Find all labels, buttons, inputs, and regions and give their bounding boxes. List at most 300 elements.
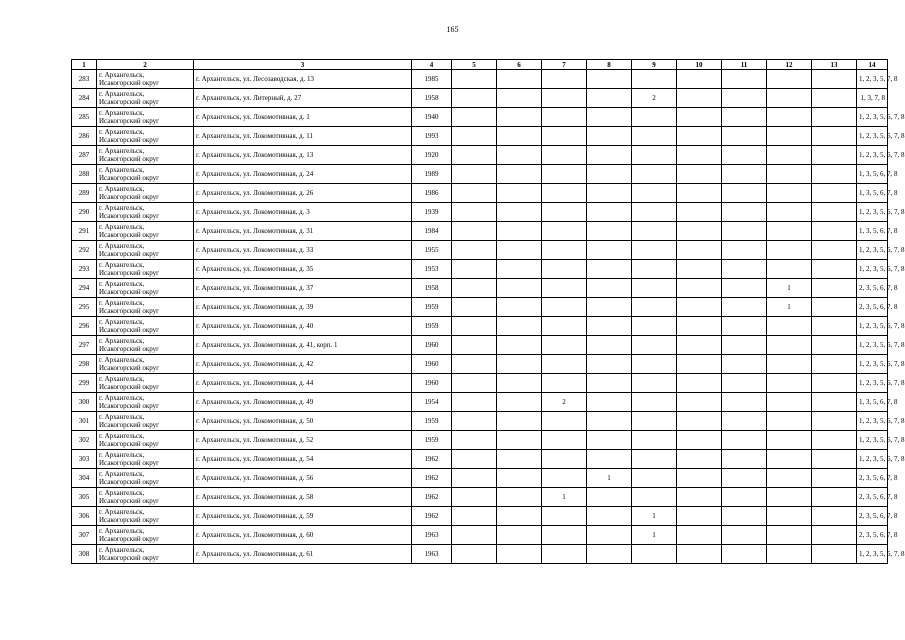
location-district: Исакогорский округ <box>99 516 160 524</box>
measures-cell: 1, 3, 5, 6, 7, 8 <box>857 393 888 412</box>
year-cell: 1962 <box>412 469 452 488</box>
value-cell-12: 1 <box>767 298 812 317</box>
value-cell-13 <box>812 507 857 526</box>
column-header-3: 3 <box>194 60 412 70</box>
value-cell-7 <box>542 317 587 336</box>
address-cell: г. Архангельск, ул. Локомотивная, д. 3 <box>194 203 412 222</box>
row-number-cell: 306 <box>72 507 97 526</box>
address-cell: г. Архангельск, ул. Локомотивная, д. 40 <box>194 317 412 336</box>
measures-cell: 1, 2, 3, 5, 7, 8 <box>857 70 888 89</box>
location-city: г. Архангельск, <box>99 336 145 345</box>
value-cell-10 <box>677 203 722 222</box>
value-cell-11 <box>722 184 767 203</box>
location-cell <box>97 279 194 298</box>
value-cell-6 <box>497 412 542 431</box>
value-cell-6 <box>497 165 542 184</box>
location-cell <box>97 127 194 146</box>
value-cell-12 <box>767 203 812 222</box>
table-row <box>72 127 888 146</box>
value-cell-11 <box>722 165 767 184</box>
measures-cell: 2, 3, 5, 6, 7, 8 <box>857 469 888 488</box>
location-cell <box>97 545 194 564</box>
value-cell-11 <box>722 127 767 146</box>
address-cell: г. Архангельск, ул. Литерный, д. 27 <box>194 89 412 108</box>
column-header-5: 5 <box>452 60 497 70</box>
table-row <box>72 89 888 108</box>
value-cell-5 <box>452 108 497 127</box>
address-cell: г. Архангельск, ул. Локомотивная, д. 59 <box>194 507 412 526</box>
measures-cell: 1, 2, 3, 5, 6, 7, 8 <box>857 241 888 260</box>
location-cell <box>97 222 194 241</box>
location-cell <box>97 336 194 355</box>
value-cell-10 <box>677 507 722 526</box>
row-number-cell: 293 <box>72 260 97 279</box>
address-cell: г. Архангельск, ул. Локомотивная, д. 50 <box>194 412 412 431</box>
location-district: Исакогорский округ <box>99 307 160 315</box>
value-cell-5 <box>452 336 497 355</box>
address-cell: г. Архангельск, ул. Локомотивная, д. 54 <box>194 450 412 469</box>
value-cell-7 <box>542 108 587 127</box>
value-cell-8 <box>587 203 632 222</box>
value-cell-11 <box>722 222 767 241</box>
measures-cell: 2, 3, 5, 6, 7, 8 <box>857 488 888 507</box>
location-district: Исакогорский округ <box>99 98 160 106</box>
value-cell-8 <box>587 89 632 108</box>
value-cell-5 <box>452 469 497 488</box>
value-cell-9 <box>632 70 677 89</box>
value-cell-6 <box>497 488 542 507</box>
measures-cell: 1, 2, 3, 5, 6, 7, 8 <box>857 412 888 431</box>
value-cell-9 <box>632 355 677 374</box>
value-cell-7 <box>542 184 587 203</box>
row-number-cell: 292 <box>72 241 97 260</box>
value-cell-10 <box>677 260 722 279</box>
location-city: г. Архангельск, <box>99 127 145 136</box>
value-cell-9 <box>632 279 677 298</box>
value-cell-12 <box>767 431 812 450</box>
value-cell-5 <box>452 222 497 241</box>
year-cell: 1955 <box>412 241 452 260</box>
value-cell-5 <box>452 393 497 412</box>
value-cell-13 <box>812 184 857 203</box>
value-cell-10 <box>677 545 722 564</box>
value-cell-8 <box>587 279 632 298</box>
value-cell-5 <box>452 146 497 165</box>
row-number-cell: 291 <box>72 222 97 241</box>
table-row <box>72 431 888 450</box>
value-cell-11 <box>722 450 767 469</box>
column-header-9: 9 <box>632 60 677 70</box>
row-number-cell: 308 <box>72 545 97 564</box>
value-cell-6 <box>497 127 542 146</box>
value-cell-13 <box>812 450 857 469</box>
value-cell-9: 1 <box>632 526 677 545</box>
value-cell-5 <box>452 545 497 564</box>
value-cell-12 <box>767 545 812 564</box>
location-cell <box>97 89 194 108</box>
value-cell-12 <box>767 393 812 412</box>
value-cell-6 <box>497 222 542 241</box>
value-cell-10 <box>677 412 722 431</box>
value-cell-11 <box>722 70 767 89</box>
value-cell-9 <box>632 260 677 279</box>
year-cell: 1960 <box>412 374 452 393</box>
address-cell: г. Архангельск, ул. Локомотивная, д. 24 <box>194 165 412 184</box>
measures-cell: 1, 3, 5, 6, 7, 8 <box>857 165 888 184</box>
value-cell-13 <box>812 260 857 279</box>
value-cell-9 <box>632 127 677 146</box>
value-cell-7 <box>542 146 587 165</box>
measures-cell: 1, 2, 3, 5, 6, 7, 8 <box>857 431 888 450</box>
value-cell-9 <box>632 450 677 469</box>
value-cell-7: 1 <box>542 488 587 507</box>
location-city: г. Архангельск, <box>99 431 145 440</box>
value-cell-7 <box>542 89 587 108</box>
value-cell-8 <box>587 146 632 165</box>
value-cell-8 <box>587 298 632 317</box>
address-cell: г. Архангельск, ул. Локомотивная, д. 42 <box>194 355 412 374</box>
value-cell-13 <box>812 412 857 431</box>
value-cell-11 <box>722 488 767 507</box>
address-cell: г. Архангельск, ул. Локомотивная, д. 35 <box>194 260 412 279</box>
table-row <box>72 545 888 564</box>
value-cell-10 <box>677 431 722 450</box>
location-cell <box>97 374 194 393</box>
value-cell-5 <box>452 279 497 298</box>
value-cell-11 <box>722 203 767 222</box>
value-cell-8 <box>587 260 632 279</box>
value-cell-5 <box>452 374 497 393</box>
value-cell-7 <box>542 412 587 431</box>
value-cell-8 <box>587 450 632 469</box>
value-cell-6 <box>497 317 542 336</box>
location-district: Исакогорский округ <box>99 136 160 144</box>
value-cell-6 <box>497 184 542 203</box>
value-cell-10 <box>677 488 722 507</box>
location-district: Исакогорский округ <box>99 497 160 505</box>
value-cell-11 <box>722 507 767 526</box>
column-header-8: 8 <box>587 60 632 70</box>
location-cell <box>97 165 194 184</box>
measures-cell: 1, 2, 3, 5, 6, 7, 8 <box>857 127 888 146</box>
table-body <box>72 70 905 564</box>
value-cell-6 <box>497 108 542 127</box>
value-cell-12 <box>767 89 812 108</box>
value-cell-12 <box>767 146 812 165</box>
location-district: Исакогорский округ <box>99 288 160 296</box>
value-cell-6 <box>497 279 542 298</box>
value-cell-9 <box>632 431 677 450</box>
value-cell-12 <box>767 108 812 127</box>
location-cell <box>97 393 194 412</box>
value-cell-10 <box>677 317 722 336</box>
value-cell-10 <box>677 127 722 146</box>
table-row <box>72 108 888 127</box>
location-cell <box>97 412 194 431</box>
value-cell-8 <box>587 108 632 127</box>
address-cell: г. Архангельск, ул. Локомотивная, д. 44 <box>194 374 412 393</box>
housing-register-table <box>71 59 905 564</box>
value-cell-12 <box>767 222 812 241</box>
value-cell-10 <box>677 279 722 298</box>
year-cell: 1959 <box>412 412 452 431</box>
column-header-6: 6 <box>497 60 542 70</box>
value-cell-6 <box>497 507 542 526</box>
value-cell-8 <box>587 241 632 260</box>
location-city: г. Архангельск, <box>99 374 145 383</box>
location-city: г. Архангельск, <box>99 89 145 98</box>
location-city: г. Архангельск, <box>99 545 145 554</box>
location-cell <box>97 241 194 260</box>
value-cell-7 <box>542 507 587 526</box>
value-cell-9 <box>632 203 677 222</box>
year-cell: 1954 <box>412 393 452 412</box>
value-cell-12 <box>767 260 812 279</box>
address-cell: г. Архангельск, ул. Локомотивная, д. 33 <box>194 241 412 260</box>
value-cell-6 <box>497 450 542 469</box>
measures-cell: 1, 2, 3, 5, 6, 7, 8 <box>857 355 888 374</box>
location-district: Исакогорский округ <box>99 421 160 429</box>
value-cell-7 <box>542 374 587 393</box>
value-cell-5 <box>452 526 497 545</box>
value-cell-13 <box>812 298 857 317</box>
year-cell: 1920 <box>412 146 452 165</box>
value-cell-13 <box>812 526 857 545</box>
address-cell: г. Архангельск, ул. Локомотивная, д. 39 <box>194 298 412 317</box>
value-cell-8 <box>587 526 632 545</box>
year-cell: 1959 <box>412 298 452 317</box>
value-cell-13 <box>812 108 857 127</box>
value-cell-8 <box>587 317 632 336</box>
value-cell-7 <box>542 355 587 374</box>
row-number-cell: 304 <box>72 469 97 488</box>
row-number-cell: 299 <box>72 374 97 393</box>
address-cell: г. Архангельск, ул. Локомотивная, д. 52 <box>194 431 412 450</box>
measures-cell: 1, 2, 3, 5, 6, 7, 8 <box>857 336 888 355</box>
value-cell-5 <box>452 298 497 317</box>
location-cell <box>97 146 194 165</box>
measures-cell: 1, 2, 3, 5, 6, 7, 8 <box>857 374 888 393</box>
value-cell-5 <box>452 431 497 450</box>
row-number-cell: 298 <box>72 355 97 374</box>
value-cell-13 <box>812 355 857 374</box>
measures-cell: 2, 3, 5, 6, 7, 8 <box>857 298 888 317</box>
year-cell: 1963 <box>412 545 452 564</box>
column-header-13: 13 <box>812 60 857 70</box>
value-cell-8 <box>587 222 632 241</box>
row-number-cell: 303 <box>72 450 97 469</box>
value-cell-8 <box>587 355 632 374</box>
value-cell-13 <box>812 431 857 450</box>
value-cell-5 <box>452 241 497 260</box>
value-cell-13 <box>812 203 857 222</box>
value-cell-10 <box>677 165 722 184</box>
value-cell-6 <box>497 355 542 374</box>
table-row <box>72 412 888 431</box>
value-cell-7 <box>542 336 587 355</box>
value-cell-7 <box>542 165 587 184</box>
value-cell-9 <box>632 241 677 260</box>
location-cell <box>97 355 194 374</box>
address-cell: г. Архангельск, ул. Локомотивная, д. 1 <box>194 108 412 127</box>
value-cell-6 <box>497 374 542 393</box>
location-cell <box>97 507 194 526</box>
location-city: г. Архангельск, <box>99 165 145 174</box>
value-cell-9 <box>632 222 677 241</box>
value-cell-6 <box>497 336 542 355</box>
table-row <box>72 298 888 317</box>
measures-cell: 1, 2, 3, 5, 6, 7, 8 <box>857 317 888 336</box>
value-cell-9 <box>632 374 677 393</box>
value-cell-9 <box>632 393 677 412</box>
location-district: Исакогорский округ <box>99 174 160 182</box>
location-city: г. Архангельск, <box>99 184 145 193</box>
year-cell: 1959 <box>412 317 452 336</box>
year-cell: 1960 <box>412 336 452 355</box>
column-header-4: 4 <box>412 60 452 70</box>
row-number-cell: 284 <box>72 89 97 108</box>
location-city: г. Архангельск, <box>99 108 145 117</box>
location-district: Исакогорский округ <box>99 269 160 277</box>
value-cell-5 <box>452 355 497 374</box>
location-cell <box>97 260 194 279</box>
table-row <box>72 279 888 298</box>
value-cell-6 <box>497 260 542 279</box>
location-cell <box>97 431 194 450</box>
value-cell-13 <box>812 488 857 507</box>
value-cell-7 <box>542 241 587 260</box>
value-cell-7 <box>542 222 587 241</box>
location-district: Исакогорский округ <box>99 231 160 239</box>
value-cell-8 <box>587 545 632 564</box>
value-cell-12 <box>767 469 812 488</box>
address-cell: г. Архангельск, ул. Локомотивная, д. 61 <box>194 545 412 564</box>
table-row <box>72 260 888 279</box>
value-cell-8 <box>587 507 632 526</box>
location-district: Исакогорский округ <box>99 79 160 87</box>
address-cell: г. Архангельск, ул. Локомотивная, д. 13 <box>194 146 412 165</box>
value-cell-11 <box>722 431 767 450</box>
value-cell-5 <box>452 89 497 108</box>
value-cell-6 <box>497 89 542 108</box>
header-row <box>72 60 888 70</box>
year-cell: 1963 <box>412 526 452 545</box>
value-cell-8 <box>587 165 632 184</box>
value-cell-6 <box>497 393 542 412</box>
location-city: г. Архангельск, <box>99 279 145 288</box>
value-cell-7 <box>542 469 587 488</box>
table-row <box>72 165 888 184</box>
value-cell-8 <box>587 374 632 393</box>
year-cell: 1958 <box>412 89 452 108</box>
location-district: Исакогорский округ <box>99 117 160 125</box>
year-cell: 1993 <box>412 127 452 146</box>
row-number-cell: 301 <box>72 412 97 431</box>
row-number-cell: 305 <box>72 488 97 507</box>
table-row <box>72 222 888 241</box>
year-cell: 1940 <box>412 108 452 127</box>
measures-cell: 1, 3, 5, 6, 7, 8 <box>857 184 888 203</box>
value-cell-12 <box>767 450 812 469</box>
location-city: г. Архангельск, <box>99 260 145 269</box>
row-number-cell: 283 <box>72 70 97 89</box>
measures-cell: 1, 2, 3, 5, 6, 7, 8 <box>857 146 888 165</box>
value-cell-10 <box>677 89 722 108</box>
value-cell-9 <box>632 165 677 184</box>
measures-cell: 1, 2, 3, 5, 6, 7, 8 <box>857 450 888 469</box>
measures-cell: 1, 2, 3, 5, 6, 7, 8 <box>857 260 888 279</box>
value-cell-13 <box>812 70 857 89</box>
address-cell: г. Архангельск, ул. Локомотивная, д. 60 <box>194 526 412 545</box>
value-cell-5 <box>452 165 497 184</box>
location-cell <box>97 450 194 469</box>
value-cell-5 <box>452 450 497 469</box>
table-row <box>72 526 888 545</box>
value-cell-9 <box>632 317 677 336</box>
value-cell-12 <box>767 374 812 393</box>
location-city: г. Архангельск, <box>99 450 145 459</box>
value-cell-7 <box>542 127 587 146</box>
row-number-cell: 289 <box>72 184 97 203</box>
value-cell-9 <box>632 108 677 127</box>
value-cell-11 <box>722 336 767 355</box>
value-cell-7 <box>542 545 587 564</box>
value-cell-6 <box>497 146 542 165</box>
location-cell <box>97 526 194 545</box>
location-city: г. Архангельск, <box>99 222 145 231</box>
address-cell: г. Архангельск, ул. Локомотивная, д. 49 <box>194 393 412 412</box>
value-cell-8 <box>587 488 632 507</box>
measures-cell: 1, 3, 7, 8 <box>857 89 888 108</box>
location-city: г. Архангельск, <box>99 146 145 155</box>
value-cell-10 <box>677 146 722 165</box>
value-cell-5 <box>452 412 497 431</box>
value-cell-9 <box>632 184 677 203</box>
location-district: Исакогорский округ <box>99 440 160 448</box>
year-cell: 1984 <box>412 222 452 241</box>
table-row <box>72 488 888 507</box>
value-cell-8: 1 <box>587 469 632 488</box>
value-cell-9 <box>632 545 677 564</box>
column-header-7: 7 <box>542 60 587 70</box>
location-city: г. Архангельск, <box>99 203 145 212</box>
location-city: г. Архангельск, <box>99 355 145 364</box>
value-cell-6 <box>497 203 542 222</box>
row-number-cell: 297 <box>72 336 97 355</box>
value-cell-7 <box>542 431 587 450</box>
value-cell-12 <box>767 127 812 146</box>
year-cell: 1962 <box>412 507 452 526</box>
value-cell-5 <box>452 184 497 203</box>
row-number-cell: 295 <box>72 298 97 317</box>
value-cell-13 <box>812 127 857 146</box>
table-row <box>72 317 888 336</box>
value-cell-12 <box>767 165 812 184</box>
location-district: Исакогорский округ <box>99 250 160 258</box>
location-city: г. Архангельск, <box>99 393 145 402</box>
location-district: Исакогорский округ <box>99 345 160 353</box>
column-header-11: 11 <box>722 60 767 70</box>
column-header-2: 2 <box>97 60 194 70</box>
value-cell-13 <box>812 317 857 336</box>
value-cell-10 <box>677 374 722 393</box>
value-cell-7 <box>542 279 587 298</box>
value-cell-9 <box>632 336 677 355</box>
value-cell-11 <box>722 89 767 108</box>
value-cell-10 <box>677 108 722 127</box>
value-cell-9 <box>632 412 677 431</box>
location-city: г. Архангельск, <box>99 526 145 535</box>
